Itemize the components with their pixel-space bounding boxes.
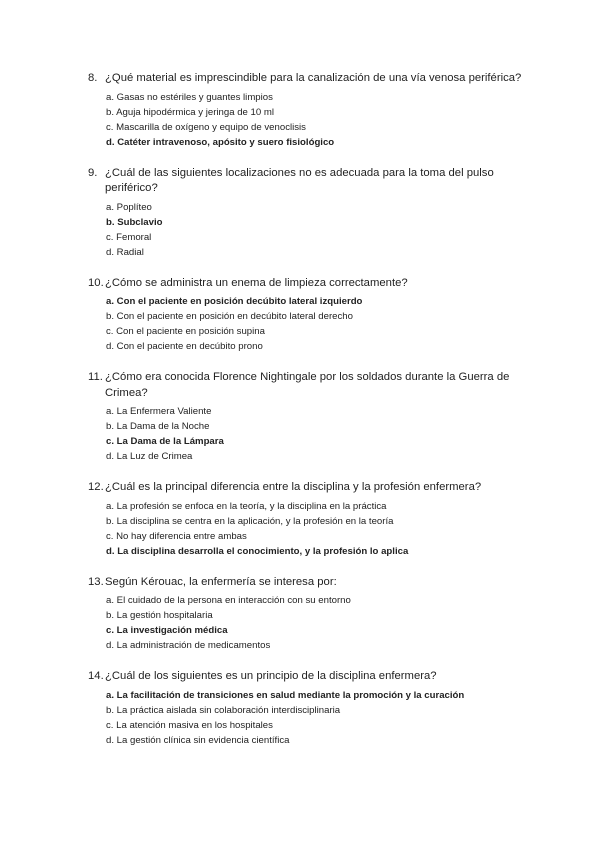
question-9 bbox=[88, 166, 540, 260]
answer-option: d. La gestión clínica sin evidencia científica bbox=[106, 734, 290, 746]
question-text: ¿Cuál es la principal diferencia entre la disciplina y la profesión enfermera? bbox=[105, 481, 482, 493]
answer-option: c. La atención masiva en los hospitales bbox=[106, 719, 273, 731]
answer-option: b. Aguja hipodérmica y jeringa de 10 ml bbox=[106, 106, 274, 118]
question-text: ¿Cuál de los siguientes es un principio de la disciplina enfermera? bbox=[105, 670, 437, 682]
answer-options bbox=[106, 688, 540, 748]
answer-options bbox=[106, 200, 540, 260]
answer-option: c. Con el paciente en posición supina bbox=[106, 326, 265, 337]
answer-option: b. Con el paciente en posición en decúbito lateral derecho bbox=[106, 311, 353, 322]
question-header bbox=[88, 575, 540, 591]
question-header bbox=[88, 370, 540, 401]
answer-option: a. Poplíteo bbox=[106, 201, 152, 213]
answer-option: d. Radial bbox=[106, 246, 144, 258]
answer-option-correct: c. La Dama de la Lámpara bbox=[106, 436, 224, 447]
question-8 bbox=[88, 71, 540, 150]
question-13 bbox=[88, 575, 540, 654]
answer-option: a. La profesión se enfoca en la teoría, y la disciplina en la práctica bbox=[106, 500, 387, 512]
answer-option: a. Gasas no estériles y guantes limpios bbox=[106, 91, 273, 103]
answer-options bbox=[106, 90, 540, 150]
answer-option-correct: b. Subclavio bbox=[106, 216, 163, 228]
answer-option-correct: a. Con el paciente en posición decúbito lateral izquierdo bbox=[106, 296, 363, 307]
answer-options bbox=[106, 593, 540, 653]
answer-option: c. Femoral bbox=[106, 231, 152, 243]
answer-option: b. La gestión hospitalaria bbox=[106, 610, 213, 621]
question-number: 13. bbox=[88, 575, 104, 588]
question-10 bbox=[88, 276, 540, 355]
answer-option-correct: a. La facilitación de transiciones en salud mediante la promoción y la curación bbox=[106, 689, 465, 701]
question-number: 8. bbox=[88, 72, 98, 84]
answer-option: b. La Dama de la Noche bbox=[106, 421, 210, 432]
question-number: 12. bbox=[88, 481, 104, 493]
question-number: 9. bbox=[88, 166, 98, 179]
question-text: ¿Cómo se administra un enema de limpieza correctamente? bbox=[105, 276, 408, 289]
question-list bbox=[88, 71, 540, 748]
answer-options bbox=[106, 499, 540, 559]
question-header bbox=[88, 480, 540, 496]
answer-option: a. El cuidado de la persona en interacción con su entorno bbox=[106, 595, 351, 606]
question-header bbox=[88, 71, 540, 87]
answer-option: b. La disciplina se centra en la aplicación, y la profesión en la teoría bbox=[106, 515, 394, 527]
answer-option: b. La práctica aislada sin colaboración interdisciplinaria bbox=[106, 704, 341, 716]
question-number: 11. bbox=[88, 371, 103, 383]
answer-option: c. No hay diferencia entre ambas bbox=[106, 530, 247, 542]
question-number: 10. bbox=[88, 276, 104, 289]
question-header bbox=[88, 669, 540, 685]
question-text: ¿Cómo era conocida Florence Nightingale por los soldados durante la Guerra de Crimea? bbox=[105, 371, 510, 399]
answer-option: d. Con el paciente en decúbito prono bbox=[106, 341, 263, 352]
question-text: ¿Qué material es imprescindible para la canalización de una vía venosa periférica? bbox=[105, 72, 522, 84]
question-12 bbox=[88, 480, 540, 559]
question-header bbox=[88, 276, 540, 292]
answer-option: a. La Enfermera Valiente bbox=[106, 406, 212, 417]
answer-option: d. La administración de medicamentos bbox=[106, 640, 271, 651]
question-header bbox=[88, 166, 540, 197]
question-text: Según Kérouac, la enfermería se interesa por: bbox=[105, 575, 337, 588]
question-11 bbox=[88, 370, 540, 464]
question-14 bbox=[88, 669, 540, 748]
answer-option: c. Mascarilla de oxígeno y equipo de venoclisis bbox=[106, 121, 306, 133]
answer-option-correct: d. Catéter intravenoso, apósito y suero fisiológico bbox=[106, 136, 335, 148]
question-text: ¿Cuál de las siguientes localizaciones no es adecuada para la toma del pulso periférico? bbox=[105, 166, 494, 194]
answer-options bbox=[106, 404, 540, 464]
question-number: 14. bbox=[88, 670, 104, 682]
answer-option: d. La Luz de Crimea bbox=[106, 451, 193, 462]
answer-options bbox=[106, 294, 540, 354]
answer-option-correct: d. La disciplina desarrolla el conocimiento, y la profesión lo aplica bbox=[106, 545, 409, 557]
answer-option-correct: c. La investigación médica bbox=[106, 625, 228, 636]
